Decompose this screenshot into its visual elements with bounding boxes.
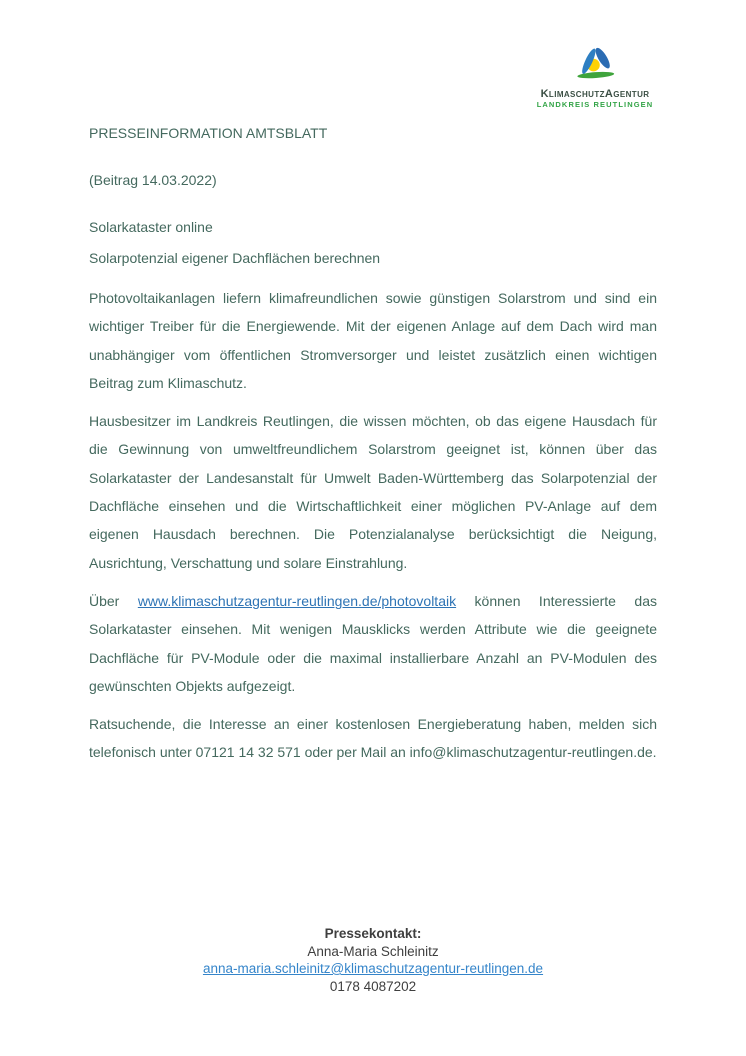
paragraph-contact: Ratsuchende, die Interesse an einer kostenlosen Energieberatung haben, melden sich telefonisch unter 07121 14 32 571 oder per Mail an info@klimaschutzagentur-reutlingen.de.: [89, 716, 657, 761]
press-contact-block: [0, 925, 746, 995]
document-body: [89, 119, 657, 777]
press-contact-phone: 0178 4087202: [329, 978, 417, 994]
paragraph-website: [89, 587, 657, 700]
paragraph-website-before: Über: [89, 592, 138, 609]
logo-brand-subtitle: LANDKREIS REUTLINGEN: [536, 100, 654, 109]
press-kicker: PRESSEINFORMATION AMTSBLATT: [89, 125, 328, 141]
paragraph-website-after: können Interessierte das Solarkataster einsehen. Mit wenigen Mausklicks werden Attribute wie die geeignete Dachfläche für PV-Module oder die maximal installierbare Anzahl an PV-Modulen des gewünschten Objekts aufgezeigt.: [89, 592, 657, 694]
paragraph-intro: Photovoltaikanlagen liefern klimafreundlichen sowie günstigen Solarstrom und sind ein wichtiger Treiber für die Energiewende. Mit der eigenen Anlage auf dem Dach wird man unabhängiger vom öffentlichen Stromversorger und leistet zusätzlich einen wichtigen Beitrag zum Klimaschutz.: [89, 290, 657, 391]
press-contact-name: Anna-Maria Schleinitz: [307, 943, 439, 959]
klimaschutzagentur-logo-icon: [568, 42, 622, 82]
photovoltaik-website-link[interactable]: www.klimaschutzagentur-reutlingen.de/photovoltaik: [137, 592, 457, 609]
logo: [531, 42, 659, 109]
document-title: Solarkataster online: [89, 219, 213, 235]
press-contact-email-link[interactable]: anna-maria.schleinitz@klimaschutzagentur-reutlingen.de: [202, 961, 544, 976]
logo-brand-name: KlimaschutzAgentur: [540, 88, 650, 100]
date-line: (Beitrag 14.03.2022): [89, 172, 217, 188]
paragraph-solarkataster: Hausbesitzer im Landkreis Reutlingen, die wissen möchten, ob das eigene Hausdach für die Gewinnung von umweltfreundlichem Solarstrom geeignet ist, können über das Solarkataster der Landesanstalt für Umwelt Baden-Württemberg das Solarpotenzial der Dachfläche einsehen und die Wirtschaftlichkeit einer möglichen PV-Anlage auf dem eigenen Hausdach berechnen. Die Potenzialanalyse berücksichtigt die Neigung, Ausrichtung, Verschattung und solare Einstrahlung.: [89, 413, 657, 571]
press-contact-label: Pressekontakt:: [324, 926, 422, 941]
document-subtitle: Solarpotenzial eigener Dachflächen berechnen: [89, 250, 381, 266]
